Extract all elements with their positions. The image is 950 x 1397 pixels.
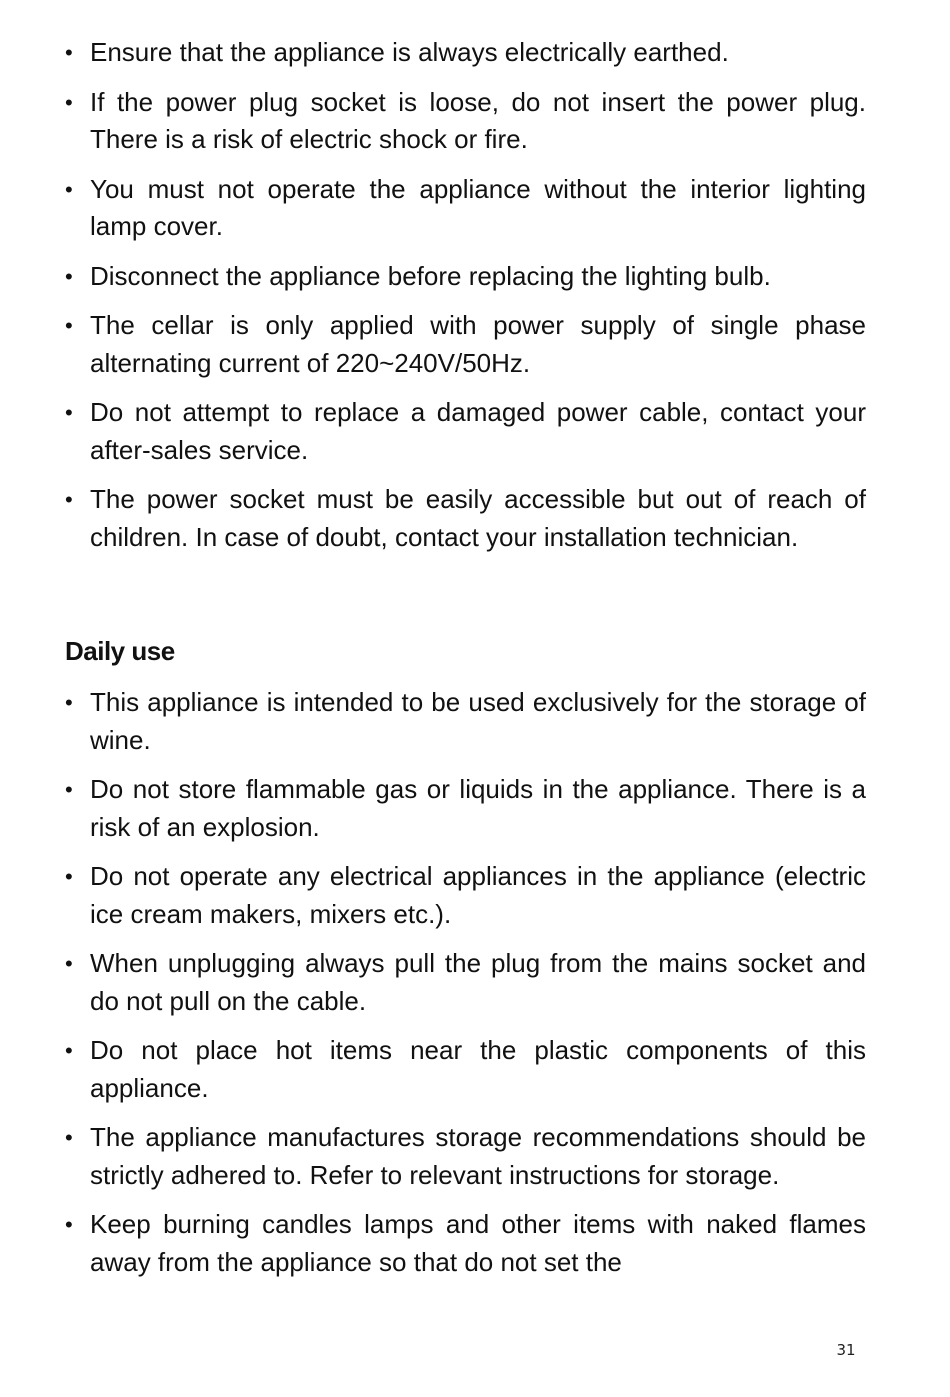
list-item-text: This appliance is intended to be used exclusively for the storage of wine.	[90, 687, 866, 755]
list-item-text: Do not attempt to replace a damaged power cable, contact your after-sales service.	[90, 397, 866, 465]
list-item-text: The cellar is only applied with power supply of single phase alternating current of 220~240V/50Hz.	[90, 310, 866, 378]
bullet-icon: •	[65, 1125, 73, 1150]
list-item	[65, 945, 866, 1020]
list-item	[65, 858, 866, 933]
list-item-text: If the power plug socket is loose, do not insert the power plug. There is a risk of electric shock or fire.	[90, 86, 866, 154]
safety-list	[65, 34, 866, 568]
list-item	[65, 258, 866, 296]
list-item-text: Ensure that the appliance is always electrically earthed.	[90, 37, 729, 67]
page-number: 31	[836, 1341, 856, 1359]
list-item	[65, 481, 866, 556]
list-item-text: Do not place hot items near the plastic components of this appliance.	[90, 1035, 866, 1103]
daily-use-list	[65, 684, 866, 1293]
bullet-icon: •	[65, 89, 73, 115]
bullet-icon: •	[65, 864, 73, 889]
list-item-text: You must not operate the appliance without the interior lighting lamp cover.	[90, 173, 866, 241]
list-item-text: The appliance manufactures storage recommendations should be strictly adhered to. Refer to relevant instructions for storage.	[90, 1122, 866, 1190]
bullet-icon: •	[65, 400, 73, 425]
bullet-icon: •	[65, 951, 73, 976]
section-heading-daily-use: Daily use	[65, 636, 175, 666]
list-item	[65, 171, 866, 246]
bullet-icon: •	[65, 313, 73, 338]
list-item	[65, 84, 866, 159]
bullet-icon: •	[65, 40, 73, 65]
list-item-text: The power socket must be easily accessible but out of reach of children. In case of doubt, contact your installation technician.	[90, 484, 866, 552]
list-item	[65, 394, 866, 469]
bullet-icon: •	[65, 487, 73, 512]
bullet-icon: •	[65, 777, 73, 802]
list-item	[65, 307, 866, 382]
bullet-icon: •	[65, 1038, 73, 1063]
bullet-icon: •	[65, 263, 73, 289]
list-item-text: Do not operate any electrical appliances in the appliance (electric ice cream makers, mixers etc.).	[90, 861, 866, 929]
list-item-text: Do not store flammable gas or liquids in the appliance. There is a risk of an explosion.	[90, 774, 866, 842]
list-item	[65, 34, 866, 72]
list-item	[65, 1206, 866, 1281]
bullet-icon: •	[65, 690, 73, 715]
list-item-text: Keep burning candles lamps and other items with naked flames away from the appliance so that do not set the	[90, 1209, 866, 1277]
list-item	[65, 684, 866, 759]
list-item-text: When unplugging always pull the plug from the mains socket and do not pull on the cable.	[90, 948, 866, 1016]
list-item	[65, 1032, 866, 1107]
list-item-text: Disconnect the appliance before replacing the lighting bulb.	[90, 260, 771, 291]
list-item	[65, 1119, 866, 1194]
list-item	[65, 771, 866, 846]
bullet-icon: •	[65, 1212, 73, 1237]
bullet-icon: •	[65, 176, 73, 202]
